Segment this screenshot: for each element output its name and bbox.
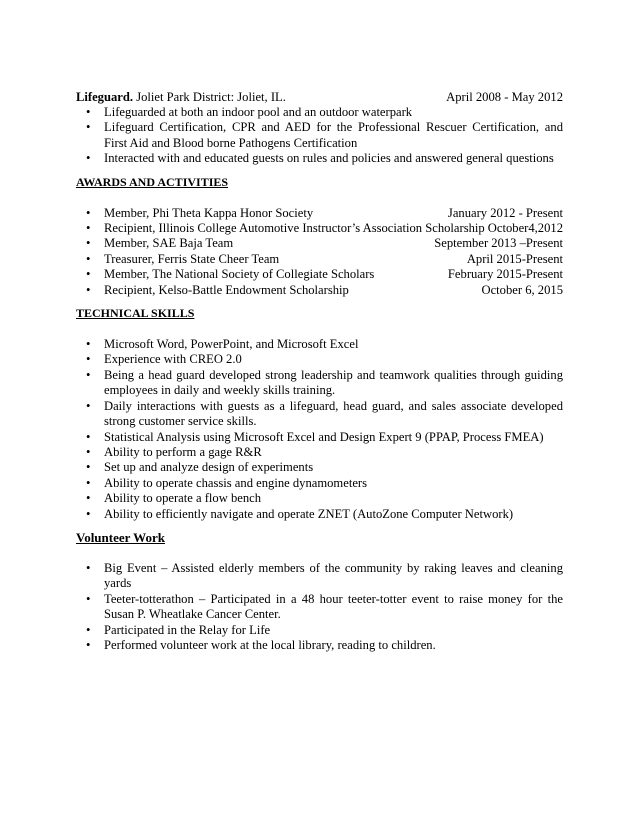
skill-text: Microsoft Word, PowerPoint, and Microsoft Excel [104, 337, 359, 352]
bullet-icon: • [86, 337, 91, 352]
award-text: Member, The National Society of Collegiate Scholars [104, 267, 375, 282]
volunteer-heading: Volunteer Work [76, 529, 165, 545]
bullet-icon: • [86, 429, 91, 444]
resume-page [76, 90, 563, 653]
volunteer-text: Participated in the Relay for Life [104, 622, 271, 637]
job-bullet-text: Interacted with and educated guests on rules and policies and answered general questions [104, 151, 554, 166]
bullet-icon: • [86, 120, 91, 135]
list-item [76, 337, 563, 352]
list-item [76, 592, 563, 623]
award-text: Treasurer, Ferris State Cheer Team [104, 251, 280, 266]
job-bullet-list [76, 105, 563, 167]
bullet-icon: • [86, 622, 91, 637]
bullet-icon: • [86, 282, 91, 297]
list-item [76, 368, 563, 399]
bullet-icon: • [86, 267, 91, 282]
volunteer-text: Big Event – Assisted elderly members of the community by raking leaves and cleaning yards [104, 560, 563, 591]
award-text: Recipient, Illinois College Automotive Instructor’s Association Scholarship [104, 221, 485, 236]
bullet-icon: • [86, 460, 91, 475]
bullet-icon: • [86, 591, 91, 606]
bullet-icon: • [86, 205, 91, 220]
job-title: Lifeguard. [76, 90, 134, 104]
skill-text: Ability to operate chassis and engine dynamometers [104, 475, 367, 490]
awards-list [76, 206, 563, 298]
list-item [76, 430, 563, 445]
technical-list [76, 337, 563, 522]
bullet-icon: • [86, 105, 91, 119]
list-item [76, 491, 563, 506]
bullet-icon: • [86, 221, 91, 236]
list-item [76, 267, 563, 282]
skill-text: Ability to operate a flow bench [104, 491, 262, 506]
awards-heading: AWARDS AND ACTIVITIES [76, 174, 229, 189]
bullet-icon: • [86, 475, 91, 490]
bullet-icon: • [86, 352, 91, 367]
bullet-icon: • [86, 251, 91, 266]
list-item [76, 352, 563, 367]
volunteer-text: Performed volunteer work at the local library, reading to children. [104, 637, 436, 652]
skill-text: Daily interactions with guests as a lifeguard, head guard, and sales associate developed strong customer service skills. [104, 398, 563, 429]
bullet-icon: • [86, 444, 91, 459]
job-header [76, 90, 563, 105]
bullet-icon: • [86, 560, 91, 575]
list-item [76, 151, 563, 166]
list-item [76, 445, 563, 460]
list-item [76, 283, 563, 298]
award-date: April 2015-Present [466, 251, 563, 266]
bullet-icon: • [86, 398, 91, 413]
list-item [76, 252, 563, 267]
list-item [76, 236, 563, 251]
award-date: October4,2012 [487, 221, 563, 236]
skill-text: Experience with CREO 2.0 [104, 352, 242, 367]
list-item [76, 399, 563, 430]
bullet-icon: • [86, 236, 91, 251]
award-text: Member, SAE Baja Team [104, 236, 234, 251]
technical-heading: TECHNICAL SKILLS [76, 306, 195, 321]
volunteer-list [76, 561, 563, 653]
skill-text: Set up and analyze design of experiments [104, 460, 314, 475]
skill-text: Statistical Analysis using Microsoft Excel and Design Expert 9 (PPAP, Process FMEA) [104, 429, 544, 444]
list-item [76, 561, 563, 592]
list-item [76, 507, 563, 522]
bullet-icon: • [86, 506, 91, 521]
award-date: January 2012 - Present [447, 205, 563, 220]
list-item [76, 623, 563, 638]
list-item [76, 638, 563, 653]
bullet-icon: • [86, 491, 91, 506]
award-date: September 2013 –Present [434, 236, 563, 251]
skill-text: Ability to perform a gage R&R [104, 444, 262, 459]
job-bullet-text: Lifeguarded at both an indoor pool and an outdoor waterpark [104, 105, 413, 119]
award-text: Member, Phi Theta Kappa Honor Society [104, 205, 314, 220]
skill-text: Being a head guard developed strong leadership and teamwork qualities through guiding employees in daily and weekly skills training. [104, 367, 563, 398]
list-item [76, 105, 563, 120]
list-item [76, 476, 563, 491]
bullet-icon: • [86, 151, 91, 166]
skill-text: Ability to efficiently navigate and operate ZNET (AutoZone Computer Network) [104, 506, 514, 521]
list-item [76, 120, 563, 151]
award-date: October 6, 2015 [481, 282, 563, 297]
bullet-icon: • [86, 367, 91, 382]
volunteer-text: Teeter-totterathon – Participated in a 48 hour teeter-totter event to raise money for the Susan P. Wheatlake Cancer Center. [104, 591, 563, 622]
award-text: Recipient, Kelso-Battle Endowment Scholarship [104, 282, 349, 297]
list-item [76, 206, 563, 221]
job-dates: April 2008 - May 2012 [446, 90, 563, 104]
bullet-icon: • [86, 637, 91, 652]
award-date: February 2015-Present [447, 267, 563, 282]
list-item [76, 460, 563, 475]
job-employer: Joliet Park District: Joliet, IL. [136, 90, 286, 104]
job-bullet-text: Lifeguard Certification, CPR and AED for the Professional Rescuer Certification, and First Aid and Blood borne Pathogens Certification [104, 120, 563, 150]
list-item [76, 221, 563, 236]
